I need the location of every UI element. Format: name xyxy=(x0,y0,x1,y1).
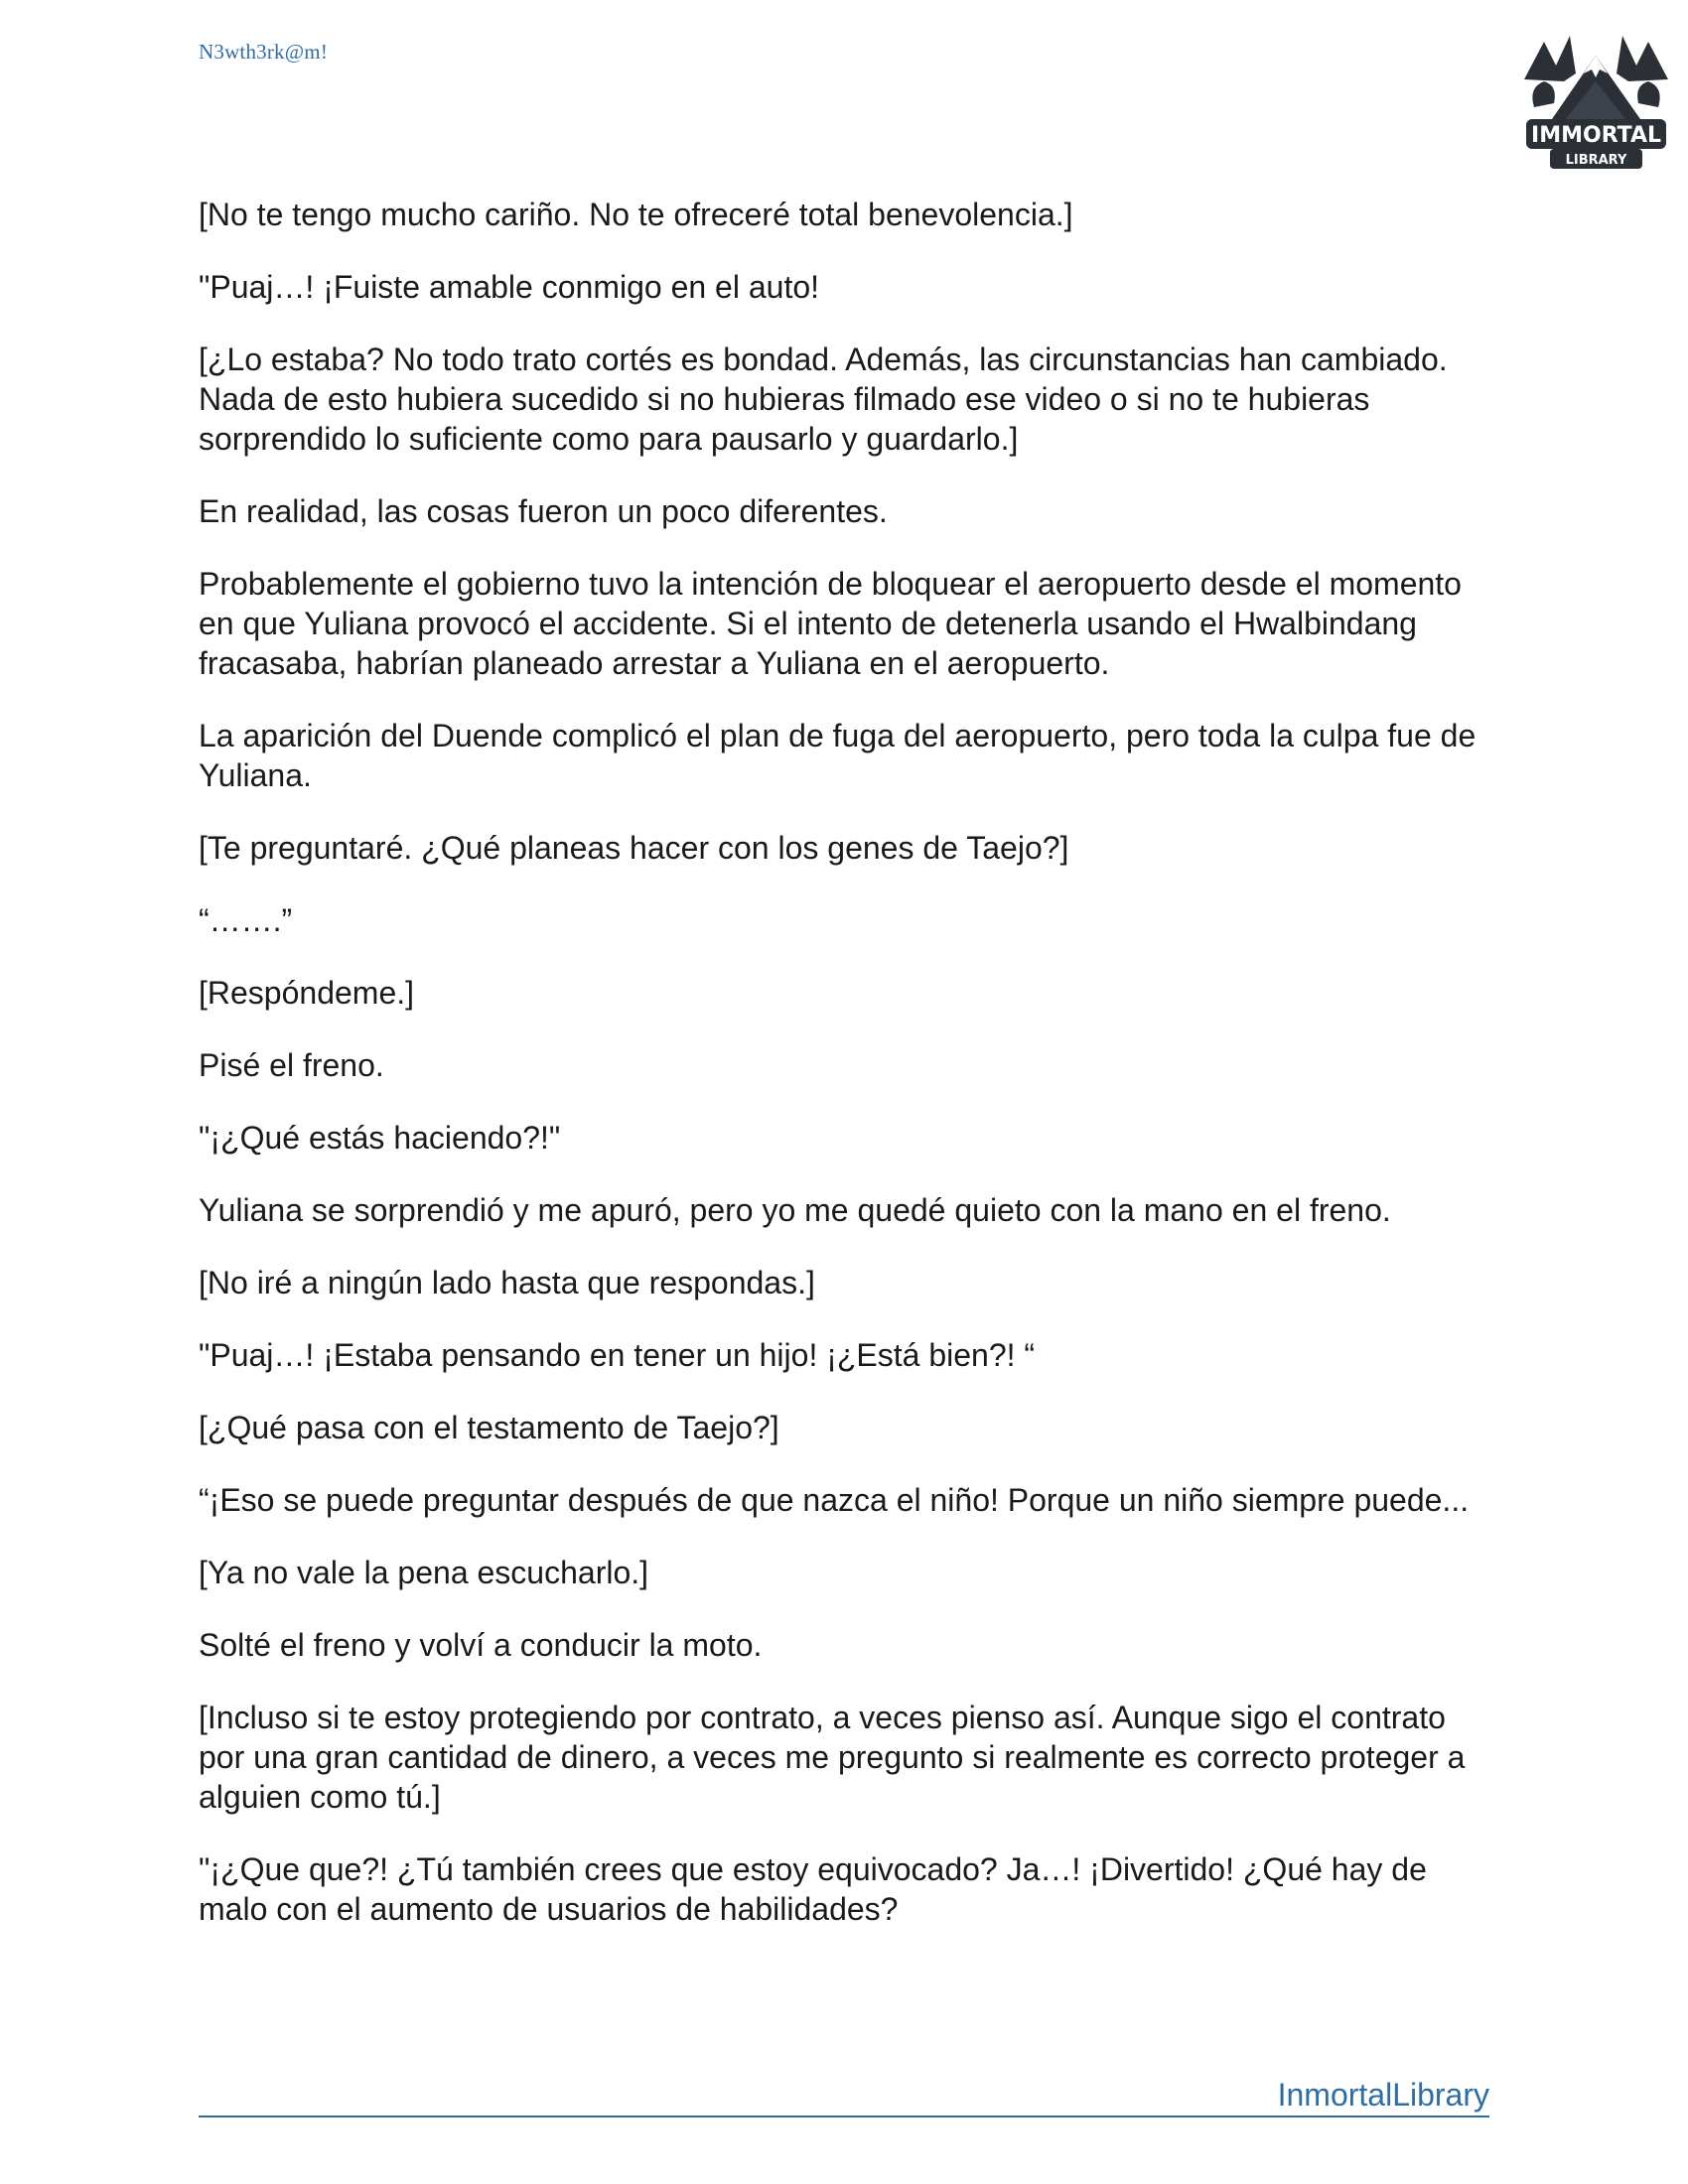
paragraph: Probablemente el gobierno tuvo la intención de bloquear el aeropuerto desde el momento en que Yuliana provocó el accidente. Si el intento de detenerla usando el Hwalbindang fracasaba, habrían planeado arrestar a Yuliana en el aeropuerto. xyxy=(199,566,1462,681)
paragraph: Yuliana se sorprendió y me apuró, pero yo me quedé quieto con la mano en el freno. xyxy=(199,1192,1391,1228)
paragraph: [No iré a ningún lado hasta que respondas.] xyxy=(199,1265,815,1300)
paragraph: En realidad, las cosas fueron un poco diferentes. xyxy=(199,493,888,529)
paragraph: “…….” xyxy=(199,902,293,938)
paragraph: La aparición del Duende complicó el plan de fuga del aeropuerto, pero toda la culpa fue de Yuliana. xyxy=(199,718,1477,793)
paragraph: [No te tengo mucho cariño. No te ofreceré total benevolencia.] xyxy=(199,197,1073,232)
paragraph: "Puaj…! ¡Estaba pensando en tener un hijo! ¡¿Está bien?! “ xyxy=(199,1337,1036,1373)
paragraph: [Ya no vale la pena escucharlo.] xyxy=(199,1555,649,1590)
paragraph: Pisé el freno. xyxy=(199,1047,384,1083)
paragraph: [Respóndeme.] xyxy=(199,975,415,1011)
document-body xyxy=(199,195,1499,1962)
paragraph: [¿Lo estaba? No todo trato cortés es bondad. Además, las circunstancias han cambiado. Nada de esto hubiera sucedido si no hubieras filmado ese video o si no te hubieras sorprendido lo suficiente como para pausarlo y guardarlo.] xyxy=(199,341,1448,457)
paragraph: “¡Eso se puede preguntar después de que nazca el niño! Porque un niño siempre puede... xyxy=(199,1482,1470,1518)
paragraph: "¡¿Qué estás haciendo?!" xyxy=(199,1120,561,1156)
logo-text-immortal: IMMORTAL xyxy=(1531,123,1661,148)
logo-text-library: LIBRARY xyxy=(1565,153,1627,168)
header-watermark-text: N3wth3rk@m! xyxy=(199,40,329,64)
paragraph: Solté el freno y volví a conducir la moto. xyxy=(199,1627,763,1663)
paragraph: [Incluso si te estoy protegiendo por contrato, a veces pienso así. Aunque sigo el contrato por una gran cantidad de dinero, a veces me pregunto si realmente es correcto proteger a alguien como tú.] xyxy=(199,1700,1466,1815)
paragraph: "¡¿Que que?! ¿Tú también crees que estoy equivocado? Ja…! ¡Divertido! ¿Qué hay de malo con el aumento de usuarios de habilidades? xyxy=(199,1851,1427,1927)
paragraph: [Te preguntaré. ¿Qué planeas hacer con los genes de Taejo?] xyxy=(199,830,1069,866)
paragraph: [¿Qué pasa con el testamento de Taejo?] xyxy=(199,1410,779,1445)
footer-link-inmortal-library[interactable]: InmortalLibrary xyxy=(1277,2077,1489,2113)
paragraph: "Puaj…! ¡Fuiste amable conmigo en el auto! xyxy=(199,269,820,305)
footer-rule xyxy=(199,2070,1489,2117)
immortal-library-logo-icon xyxy=(1514,22,1678,186)
